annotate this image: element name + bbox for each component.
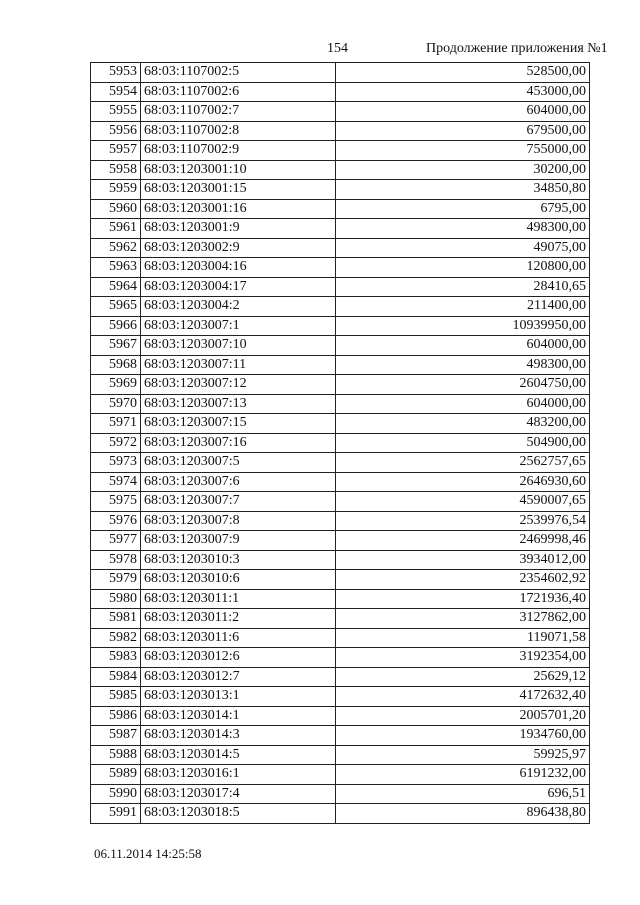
cadastral-number-cell: 68:03:1203007:5 [141, 453, 336, 473]
amount-cell: 4590007,65 [336, 492, 590, 512]
cadastral-number-cell: 68:03:1203004:16 [141, 258, 336, 278]
table-row [91, 784, 590, 804]
table-row [91, 570, 590, 590]
table-row [91, 238, 590, 258]
cadastral-number-cell: 68:03:1107002:5 [141, 63, 336, 83]
row-number-cell: 5973 [91, 453, 141, 473]
cadastral-number-cell: 68:03:1203004:17 [141, 277, 336, 297]
cadastral-number-cell: 68:03:1203013:1 [141, 687, 336, 707]
amount-cell: 3127862,00 [336, 609, 590, 629]
row-number-cell: 5971 [91, 414, 141, 434]
row-number-cell: 5956 [91, 121, 141, 141]
amount-cell: 4172632,40 [336, 687, 590, 707]
cadastral-number-cell: 68:03:1203001:10 [141, 160, 336, 180]
cadastral-number-cell: 68:03:1203011:2 [141, 609, 336, 629]
cadastral-number-cell: 68:03:1203007:13 [141, 394, 336, 414]
cadastral-number-cell: 68:03:1203007:10 [141, 336, 336, 356]
row-number-cell: 5966 [91, 316, 141, 336]
amount-cell: 25629,12 [336, 667, 590, 687]
amount-cell: 6191232,00 [336, 765, 590, 785]
registry-table [90, 62, 590, 824]
table-row [91, 687, 590, 707]
cadastral-number-cell: 68:03:1203007:12 [141, 375, 336, 395]
table-row [91, 453, 590, 473]
amount-cell: 2562757,65 [336, 453, 590, 473]
cadastral-number-cell: 68:03:1107002:9 [141, 141, 336, 161]
row-number-cell: 5969 [91, 375, 141, 395]
table-row [91, 765, 590, 785]
cadastral-number-cell: 68:03:1203007:1 [141, 316, 336, 336]
table-row [91, 531, 590, 551]
cadastral-number-cell: 68:03:1203010:3 [141, 550, 336, 570]
row-number-cell: 5979 [91, 570, 141, 590]
cadastral-number-cell: 68:03:1203017:4 [141, 784, 336, 804]
row-number-cell: 5978 [91, 550, 141, 570]
table-row [91, 804, 590, 824]
amount-cell: 2646930,60 [336, 472, 590, 492]
table-row [91, 297, 590, 317]
amount-cell: 119071,58 [336, 628, 590, 648]
row-number-cell: 5958 [91, 160, 141, 180]
cadastral-number-cell: 68:03:1203010:6 [141, 570, 336, 590]
amount-cell: 2005701,20 [336, 706, 590, 726]
amount-cell: 1721936,40 [336, 589, 590, 609]
footer-timestamp: 06.11.2014 14:25:58 [94, 846, 202, 861]
table-row [91, 706, 590, 726]
row-number-cell: 5989 [91, 765, 141, 785]
table-row [91, 277, 590, 297]
amount-cell: 49075,00 [336, 238, 590, 258]
amount-cell: 2354602,92 [336, 570, 590, 590]
table-row [91, 180, 590, 200]
cadastral-number-cell: 68:03:1203001:16 [141, 199, 336, 219]
amount-cell: 3934012,00 [336, 550, 590, 570]
amount-cell: 896438,80 [336, 804, 590, 824]
table-row [91, 667, 590, 687]
row-number-cell: 5970 [91, 394, 141, 414]
table-row [91, 63, 590, 83]
table-row [91, 472, 590, 492]
cadastral-number-cell: 68:03:1203007:11 [141, 355, 336, 375]
row-number-cell: 5964 [91, 277, 141, 297]
row-number-cell: 5980 [91, 589, 141, 609]
amount-cell: 34850,80 [336, 180, 590, 200]
table-row [91, 414, 590, 434]
amount-cell: 10939950,00 [336, 316, 590, 336]
table-row [91, 336, 590, 356]
cadastral-number-cell: 68:03:1203016:1 [141, 765, 336, 785]
row-number-cell: 5953 [91, 63, 141, 83]
amount-cell: 755000,00 [336, 141, 590, 161]
amount-cell: 211400,00 [336, 297, 590, 317]
page-number: 154 [327, 41, 348, 56]
table-row [91, 219, 590, 239]
table-row [91, 102, 590, 122]
cadastral-number-cell: 68:03:1203014:3 [141, 726, 336, 746]
row-number-cell: 5985 [91, 687, 141, 707]
table-row [91, 726, 590, 746]
amount-cell: 59925,97 [336, 745, 590, 765]
row-number-cell: 5972 [91, 433, 141, 453]
amount-cell: 604000,00 [336, 102, 590, 122]
amount-cell: 1934760,00 [336, 726, 590, 746]
table-row [91, 745, 590, 765]
cadastral-number-cell: 68:03:1107002:8 [141, 121, 336, 141]
row-number-cell: 5982 [91, 628, 141, 648]
row-number-cell: 5961 [91, 219, 141, 239]
row-number-cell: 5959 [91, 180, 141, 200]
appendix-title: Продолжение приложения №1 [426, 41, 608, 56]
cadastral-number-cell: 68:03:1203007:8 [141, 511, 336, 531]
cadastral-number-cell: 68:03:1203012:6 [141, 648, 336, 668]
amount-cell: 3192354,00 [336, 648, 590, 668]
row-number-cell: 5988 [91, 745, 141, 765]
amount-cell: 30200,00 [336, 160, 590, 180]
row-number-cell: 5965 [91, 297, 141, 317]
amount-cell: 528500,00 [336, 63, 590, 83]
cadastral-number-cell: 68:03:1203001:15 [141, 180, 336, 200]
table-row [91, 160, 590, 180]
table-row [91, 648, 590, 668]
row-number-cell: 5984 [91, 667, 141, 687]
table-row [91, 316, 590, 336]
amount-cell: 604000,00 [336, 336, 590, 356]
amount-cell: 453000,00 [336, 82, 590, 102]
cadastral-number-cell: 68:03:1203002:9 [141, 238, 336, 258]
cadastral-number-cell: 68:03:1203001:9 [141, 219, 336, 239]
amount-cell: 2604750,00 [336, 375, 590, 395]
cadastral-number-cell: 68:03:1203007:15 [141, 414, 336, 434]
table-row [91, 609, 590, 629]
row-number-cell: 5967 [91, 336, 141, 356]
row-number-cell: 5955 [91, 102, 141, 122]
amount-cell: 483200,00 [336, 414, 590, 434]
amount-cell: 696,51 [336, 784, 590, 804]
amount-cell: 2469998,46 [336, 531, 590, 551]
row-number-cell: 5960 [91, 199, 141, 219]
row-number-cell: 5963 [91, 258, 141, 278]
row-number-cell: 5977 [91, 531, 141, 551]
cadastral-number-cell: 68:03:1203007:9 [141, 531, 336, 551]
cadastral-number-cell: 68:03:1203018:5 [141, 804, 336, 824]
cadastral-number-cell: 68:03:1203007:16 [141, 433, 336, 453]
table-row [91, 394, 590, 414]
row-number-cell: 5991 [91, 804, 141, 824]
table-row [91, 82, 590, 102]
row-number-cell: 5983 [91, 648, 141, 668]
cadastral-number-cell: 68:03:1203011:6 [141, 628, 336, 648]
cadastral-number-cell: 68:03:1203007:6 [141, 472, 336, 492]
table-row [91, 550, 590, 570]
table-row [91, 433, 590, 453]
row-number-cell: 5981 [91, 609, 141, 629]
amount-cell: 28410,65 [336, 277, 590, 297]
registry-table-body [91, 63, 590, 824]
table-row [91, 589, 590, 609]
row-number-cell: 5962 [91, 238, 141, 258]
table-row [91, 492, 590, 512]
amount-cell: 120800,00 [336, 258, 590, 278]
amount-cell: 679500,00 [336, 121, 590, 141]
table-row [91, 121, 590, 141]
cadastral-number-cell: 68:03:1107002:7 [141, 102, 336, 122]
table-row [91, 141, 590, 161]
row-number-cell: 5987 [91, 726, 141, 746]
cadastral-number-cell: 68:03:1203014:5 [141, 745, 336, 765]
row-number-cell: 5975 [91, 492, 141, 512]
amount-cell: 504900,00 [336, 433, 590, 453]
row-number-cell: 5974 [91, 472, 141, 492]
row-number-cell: 5986 [91, 706, 141, 726]
table-row [91, 628, 590, 648]
cadastral-number-cell: 68:03:1107002:6 [141, 82, 336, 102]
table-row [91, 511, 590, 531]
amount-cell: 498300,00 [336, 219, 590, 239]
amount-cell: 498300,00 [336, 355, 590, 375]
cadastral-number-cell: 68:03:1203012:7 [141, 667, 336, 687]
row-number-cell: 5990 [91, 784, 141, 804]
row-number-cell: 5968 [91, 355, 141, 375]
cadastral-number-cell: 68:03:1203004:2 [141, 297, 336, 317]
row-number-cell: 5954 [91, 82, 141, 102]
row-number-cell: 5957 [91, 141, 141, 161]
table-row [91, 375, 590, 395]
cadastral-number-cell: 68:03:1203007:7 [141, 492, 336, 512]
amount-cell: 2539976,54 [336, 511, 590, 531]
amount-cell: 604000,00 [336, 394, 590, 414]
table-row [91, 355, 590, 375]
cadastral-number-cell: 68:03:1203011:1 [141, 589, 336, 609]
row-number-cell: 5976 [91, 511, 141, 531]
table-row [91, 199, 590, 219]
amount-cell: 6795,00 [336, 199, 590, 219]
table-row [91, 258, 590, 278]
cadastral-number-cell: 68:03:1203014:1 [141, 706, 336, 726]
